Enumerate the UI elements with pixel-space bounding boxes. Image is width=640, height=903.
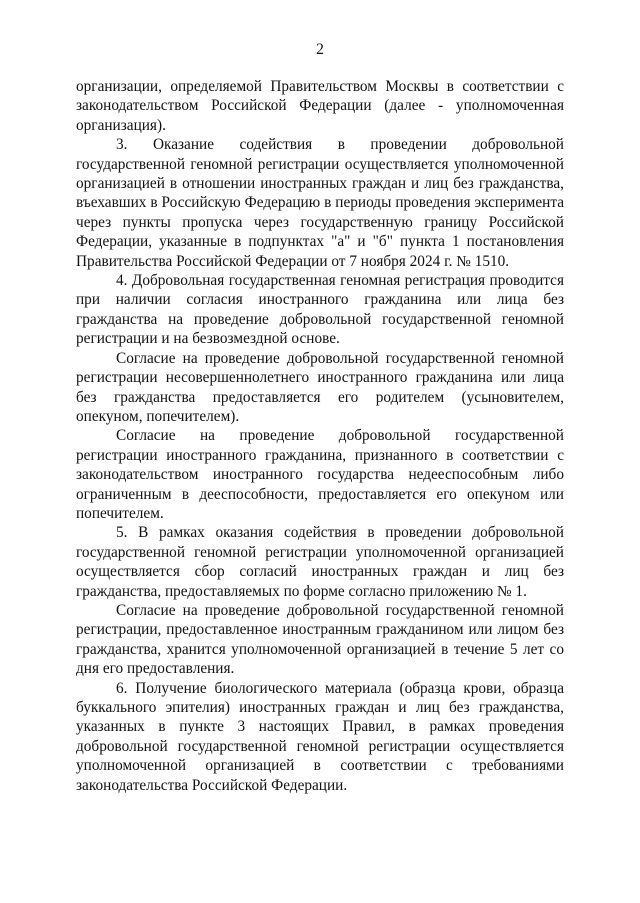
paragraph-consent-incapacitated: Согласие на проведение добровольной государственной регистрации иностранного гражданина, признанного в соответствии с законодательством иностранного государства недееспособным либо ограниченным в дееспособности, предоставляется его опекуном или попечителем.: [76, 427, 564, 522]
paragraph-consent-storage: Согласие на проведение добровольной государственной геномной регистрации, предоставленное иностранным гражданином или лицом без гражданства, хранится уполномоченной организацией в течение 5 лет со дня его предоставления.: [76, 601, 564, 678]
page-number: 2: [316, 41, 324, 58]
paragraph-item-3: 3. Оказание содействия в проведении добровольной государственной геномной регистрации осуществляется уполномоченной организацией в отношении иностранных граждан и лиц без гражданства, въехавших в Российскую Федерацию в периоды проведения эксперимента через пункты пропуска через государственную границу Российской Федерации, указанные в подпунктах "а" и "б" пункта 1 постановления Правительства Российской Федерации от 7 ноября 2024 г. № 1510.: [76, 136, 564, 270]
document-body: [76, 77, 564, 795]
paragraph-item-6: 6. Получение биологического материала (образца крови, образца буккального эпителия) иностранных граждан и лиц без гражданства, указанных в пункте 3 настоящих Правил, в рамках проведения добровольной государственной геномной регистрации осуществляется уполномоченной организацией в соответствии с требованиями законодательства Российской Федерации.: [76, 679, 564, 794]
paragraph-item-5: 5. В рамках оказания содействия в проведении добровольной государственной геномной регистрации уполномоченной организацией осуществляется сбор согласий иностранных граждан и лиц без гражданства, предоставляемых по форме согласно приложению № 1.: [76, 524, 564, 600]
paragraph-continuation: организации, определяемой Правительством Москвы в соответствии с законодательством Российской Федерации (далее - уполномоченная организация).: [76, 78, 564, 134]
paragraph-item-4: 4. Добровольная государственная геномная регистрация проводится при наличии согласия иностранного гражданина или лица без гражданства на проведение добровольной государственной геномной регистрации и на безвозмездной основе.: [76, 272, 564, 348]
paragraph-consent-minor: Согласие на проведение добровольной государственной геномной регистрации несовершеннолетнего иностранного гражданина или лица без гражданства предоставляется его родителем (усыновителем, опекуном, попечителем).: [76, 349, 564, 425]
